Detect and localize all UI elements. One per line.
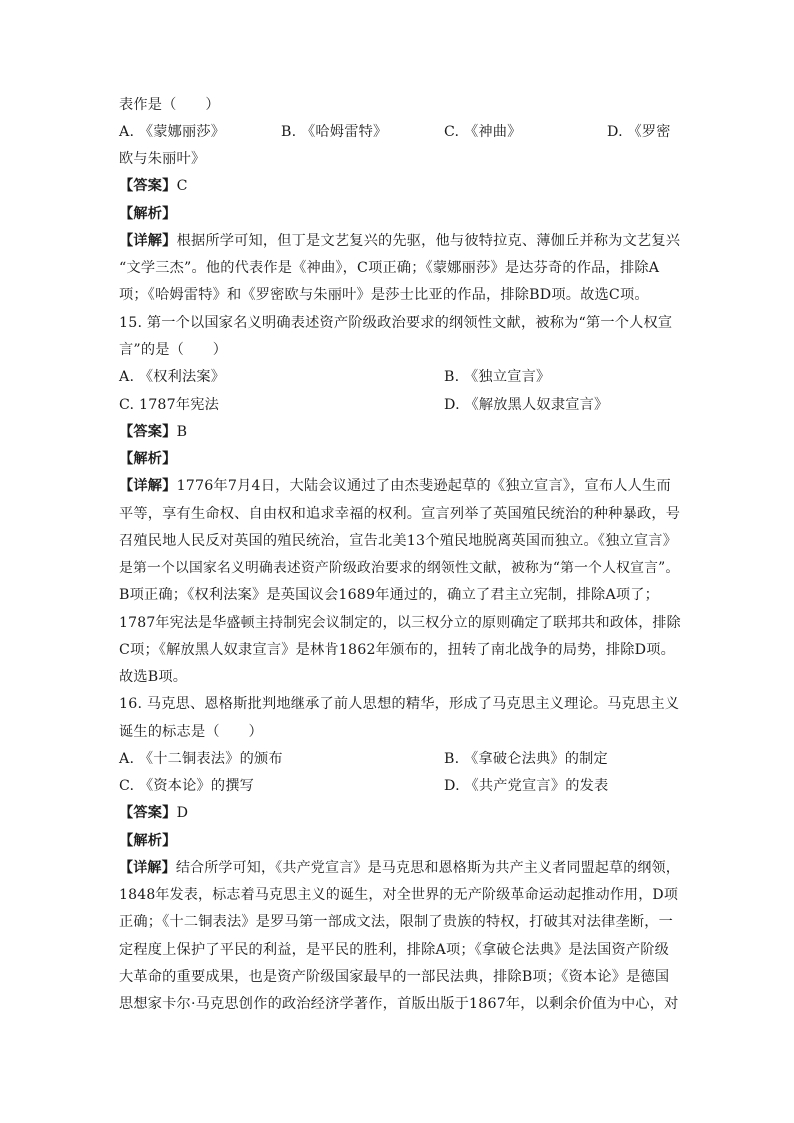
q14-option-a: A. 《蒙娜丽莎》 bbox=[119, 124, 226, 140]
q15-detail-line: B项正确；《权利法案》是英国议会1689年通过的，确立了君主立宪制，排除A项了； bbox=[119, 587, 660, 603]
answer-label: 【答案】 bbox=[119, 805, 177, 821]
detail-text: 1776年7月4日，大陆会议通过了由杰斐逊起草的《独立宣言》，宣布人人生而 bbox=[176, 478, 671, 494]
q16-stem-line: 诞生的标志是（ ） bbox=[119, 724, 263, 740]
q15-option-a: A. 《权利法案》 bbox=[119, 369, 226, 385]
answer-value: B bbox=[176, 424, 188, 440]
detail-label: 【详解】 bbox=[119, 233, 177, 249]
q16-option-d: D. 《共产党宣言》的发表 bbox=[444, 778, 609, 794]
detail-text: 根据所学可知，但丁是文艺复兴的先驱，他与彼特拉克、薄伽丘并称为文艺复兴 bbox=[176, 233, 681, 249]
q15-option-c: C. 1787年宪法 bbox=[119, 397, 220, 413]
q15-detail-line: 是第一个以国家名义明确表述资产阶级政治要求的纲领性文献，被称为“第一个人权宣言”。 bbox=[119, 560, 680, 576]
q15-option-d: D. 《解放黑人奴隶宣言》 bbox=[444, 397, 609, 413]
q16-analysis-label: 【解析】 bbox=[119, 833, 177, 849]
detail-label: 【详解】 bbox=[119, 860, 176, 876]
q16-option-a: A. 《十二铜表法》的颁布 bbox=[119, 751, 283, 767]
q15-stem-line: 15. 第一个以国家名义明确表述资产阶级政治要求的纲领性文献，被称为“第一个人权宣 bbox=[119, 315, 673, 331]
q16-option-c: C. 《资本论》的撰写 bbox=[119, 778, 255, 794]
q15-detail-line: 召殖民地人民反对英国的殖民统治，宣告北美13个殖民地脱离英国而独立。《独立宣言》 bbox=[119, 533, 678, 549]
q15-detail-line: C项；《解放黑人奴隶宣言》是林肯1862年颁布的，扭转了南北战争的局势，排除D项。 bbox=[119, 642, 676, 658]
q14-detail-line bbox=[119, 231, 680, 251]
q14-option-d: D. 《罗密 bbox=[607, 124, 671, 140]
answer-value: C bbox=[176, 178, 188, 194]
q14-stem-tail: 表作是（ ） bbox=[119, 97, 220, 113]
q16-detail-line: 思想家卡尔·马克思创作的政治经济学著作，首版出版于1867年，以剩余价值为中心，对 bbox=[119, 996, 679, 1012]
q16-detail-line: 正确；《十二铜表法》是罗马第一部成文法，限制了贵族的特权，打破其对法律垄断，一 bbox=[119, 914, 674, 930]
q15-detail-line: 1787年宪法是华盛顿主持制宪会议制定的，以三权分立的原则确定了联邦共和政体，排除 bbox=[119, 615, 681, 631]
q14-analysis-label: 【解析】 bbox=[119, 206, 177, 222]
q16-stem-line: 16. 马克思、恩格斯批判地继承了前人思想的精华，形成了马克思主义理论。马克思主义 bbox=[119, 696, 680, 712]
q14-answer bbox=[119, 176, 188, 196]
detail-text: 结合所学可知，《共产党宣言》是马克思和恩格斯为共产主义者同盟起草的纲领， bbox=[175, 860, 681, 876]
q16-detail-line: 1848年发表，标志着马克思主义的诞生，对全世界的无产阶级革命运动起推动作用，D项 bbox=[119, 887, 679, 903]
detail-label: 【详解】 bbox=[119, 478, 177, 494]
q15-analysis-label: 【解析】 bbox=[119, 451, 177, 467]
answer-label: 【答案】 bbox=[119, 424, 177, 440]
q15-stem-line: 言”的是（ ） bbox=[119, 342, 228, 358]
q14-detail-line: “文学三杰”。他的代表作是《神曲》，C项正确；《蒙娜丽莎》是达芬奇的作品，排除A bbox=[119, 260, 660, 276]
q14-option-b: B. 《哈姆雷特》 bbox=[281, 124, 388, 140]
q16-detail-line: 大革命的重要成果，也是资产阶级国家最早的一部民法典，排除B项；《资本论》是德国 bbox=[119, 969, 670, 985]
q16-option-b: B. 《拿破仑法典》的制定 bbox=[444, 751, 608, 767]
q16-detail-line: 定程度上保护了平民的利益，是平民的胜利，排除A项；《拿破仑法典》是法国资产阶级 bbox=[119, 942, 670, 958]
q15-detail-line bbox=[119, 476, 671, 496]
q14-option-c: C. 《神曲》 bbox=[444, 124, 522, 140]
q16-answer bbox=[119, 803, 188, 823]
q15-answer bbox=[119, 422, 187, 442]
q15-option-b: B. 《独立宣言》 bbox=[444, 369, 551, 385]
q15-detail-line: 故选B项。 bbox=[119, 669, 188, 685]
q16-detail-line bbox=[119, 858, 680, 878]
q15-detail-line: 平等，享有生命权、自由权和追求幸福的权利。宣言列举了英国殖民统治的种种暴政，号 bbox=[119, 506, 681, 522]
answer-label: 【答案】 bbox=[119, 178, 177, 194]
q14-option-d-continued: 欧与朱丽叶》 bbox=[119, 151, 206, 167]
q14-detail-line: 项；《哈姆雷特》和《罗密欧与朱丽叶》是莎士比亚的作品，排除BD项。故选C项。 bbox=[119, 287, 649, 303]
answer-value: D bbox=[176, 805, 189, 821]
